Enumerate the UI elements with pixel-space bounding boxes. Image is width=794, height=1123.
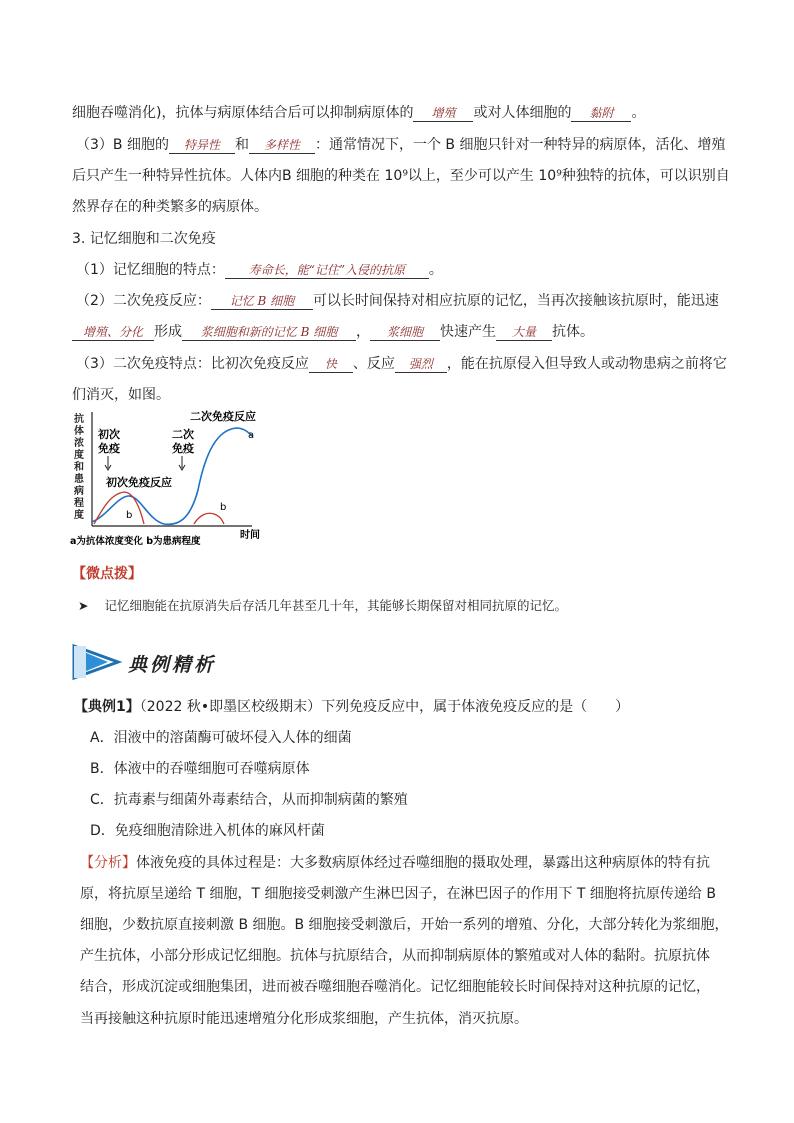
first-immunity-label: 免疫: [98, 442, 120, 455]
second-response-label: 二次免疫反应: [190, 410, 256, 423]
x-axis-label: 时间: [240, 530, 260, 541]
curve-b-label: b: [126, 510, 133, 521]
analysis-line: 当再接触这种抗原时能迅速增殖分化形成浆细胞，产生抗体，消灭抗原。: [80, 1011, 528, 1027]
arrow-bullet-icon: ➤: [78, 598, 89, 613]
text-line-3: 后只产生一种特异性抗体。人体内B 细胞的种类在 10⁹以上，至少可以产生 10⁹种独特的抗体，可以识别自: [72, 168, 730, 184]
first-response-label: 初次免疫反应: [106, 476, 172, 489]
play-triangle-icon: [72, 640, 124, 684]
y-axis-label-char: 体: [74, 426, 84, 437]
y-axis-label-char: 浓: [74, 438, 84, 449]
text-line-6: （2）二次免疫反应： 记忆 B 细胞 可以长时间保持对相应抗原的记忆，当再次接触该抗原时，能迅速: [76, 293, 719, 309]
section-title: 典例精析: [128, 654, 217, 676]
y-axis-label-char: 病: [74, 486, 84, 497]
answer-blank: 浆细胞和新的记忆 B 细胞: [182, 324, 356, 341]
answer-blank: 强烈: [395, 356, 447, 373]
y-axis-label-char: 患: [74, 474, 84, 485]
answer-blank: 记忆 B 细胞: [211, 293, 313, 310]
answer-blank: 寿命长，能“记住”入侵的抗原: [225, 262, 429, 279]
y-axis-label-char: 抗: [74, 414, 84, 425]
option-a: A．泪液中的溶菌酶可破坏侵入人体的细菌: [90, 730, 352, 746]
y-axis-label: [73, 412, 85, 521]
analysis-line: 原，将抗原呈递给 T 细胞，T 细胞接受刺激产生淋巴因子，在淋巴因子的作用下 T 细胞将抗原传递给 B: [80, 886, 716, 902]
analysis-line: 细胞，少数抗原直接刺激 B 细胞。B 细胞接受刺激后，开始一系列的增殖、分化，大部分转化为浆细胞，: [80, 917, 729, 933]
text-line-2: （3）B 细胞的 特异性 和 多样性 ：通常情况下，一个 B 细胞只针对一种特异的病原体，活化、增殖: [76, 137, 726, 153]
curve-b-second: [194, 513, 224, 524]
answer-blank: 特异性: [169, 137, 235, 154]
first-immunity-label: 初次: [98, 428, 120, 441]
answer-blank: 大量: [496, 324, 552, 341]
analysis-line: 产生抗体，小部分形成记忆细胞。抗体与抗原结合，从而抑制病原体的繁殖或对人体的黏附。抗原抗体: [80, 948, 710, 964]
section-banner: [72, 640, 732, 684]
option-b: B．体液中的吞噬细胞可吞噬病原体: [90, 761, 310, 777]
answer-blank: 增殖、分化: [72, 324, 154, 341]
chart-caption: a为抗体浓度变化 b为患病程度: [70, 536, 201, 547]
answer-blank: 黏附: [571, 105, 631, 122]
second-immunity-label: 二次: [172, 428, 194, 441]
tip-title: 【微点拨】: [72, 566, 142, 582]
text-line-1: 细胞吞噬消化)，抗体与病原体结合后可以抑制病原体的 增殖 或对人体细胞的 黏附 。: [72, 105, 646, 121]
example-heading: 【典例1】（2022 秋•即墨区校级期末）下列免疫反应中，属于体液免疫反应的是（ ）: [74, 699, 630, 715]
tip-line: ➤ 记忆细胞能在抗原消失后存活几年甚至几十年，其能够长期保留对相同抗原的记忆。: [78, 598, 567, 613]
option-c: C．抗毒素与细菌外毒素结合，从而抑制病菌的繁殖: [90, 792, 408, 808]
curve-a-label: a: [248, 430, 255, 441]
answer-blank: 浆细胞: [370, 324, 440, 341]
y-axis-label-char: 和: [74, 462, 84, 473]
curve-b-first: [94, 492, 144, 524]
second-immunity-label: 免疫: [172, 442, 194, 455]
text-line-9: 们消灭，如图。: [72, 387, 170, 403]
option-d: D．免疫细胞清除进入机体的麻风杆菌: [90, 823, 325, 839]
text-line-8: （3）二次免疫特点：比初次免疫反应 快 、反应 强烈 ，能在抗原侵入但导致人或动物患病之前将它: [76, 356, 727, 372]
answer-blank: 增殖: [413, 105, 473, 122]
analysis-line: 【分析】体液免疫的具体过程是：大多数病原体经过吞噬细胞的摄取处理，暴露出这种病原体的特有抗: [80, 855, 710, 871]
answer-blank: 多样性: [249, 137, 315, 154]
immune-response-svg: [68, 410, 278, 550]
answer-blank: 快: [309, 356, 353, 373]
immune-response-diagram: [68, 410, 278, 550]
text-line-7: 增殖、分化 形成 浆细胞和新的记忆 B 细胞 ， 浆细胞 快速产生 大量 抗体。: [72, 322, 594, 342]
subheading: 3. 记忆细胞和二次免疫: [72, 231, 216, 247]
curve-b-label: b: [220, 502, 227, 513]
y-axis-label-char: 程: [74, 498, 84, 509]
y-axis-label-char: 度: [74, 510, 84, 521]
y-axis-label-char: 度: [74, 450, 84, 461]
text-line-5: （1）记忆细胞的特点： 寿命长，能“记住”入侵的抗原 。: [76, 262, 443, 278]
analysis-line: 结合，形成沉淀或细胞集团，进而被吞噬细胞吞噬消化。记忆细胞能较长时间保持对这种抗原的记忆，: [80, 979, 710, 995]
text-line-4: 然界存在的种类繁多的病原体。: [72, 199, 268, 215]
